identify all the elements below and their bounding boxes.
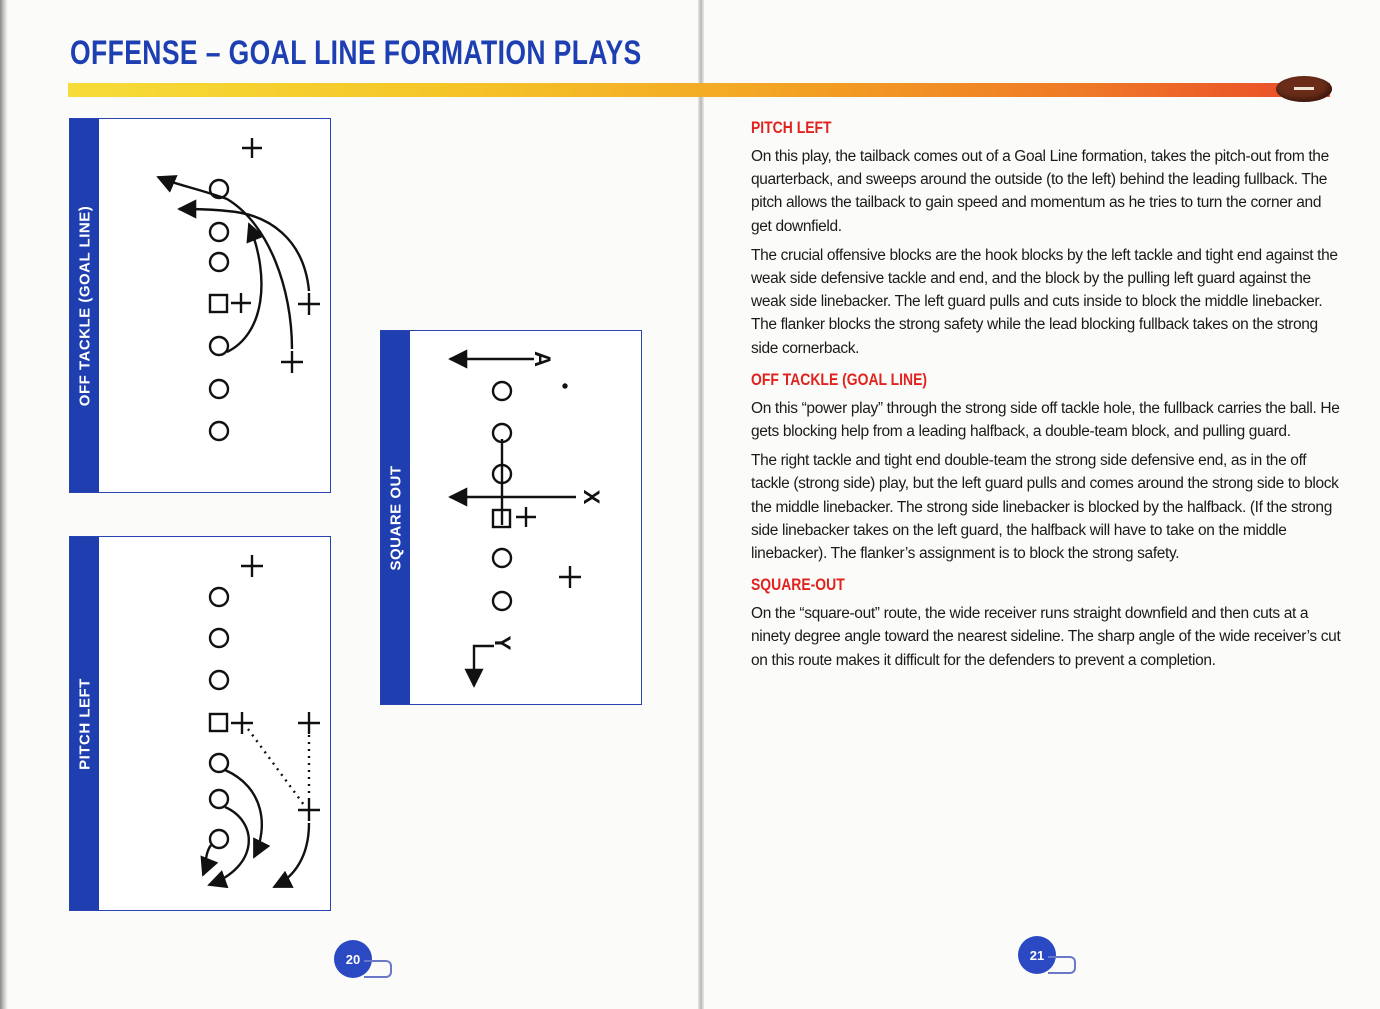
player-circle xyxy=(493,382,511,400)
diagram-tab xyxy=(381,331,410,704)
section-paragraph: On this “power play” through the strong side off tackle hole, the fullback carries the ball. He gets blocking help from a leading halfback, a double-team block, and pulling guard. xyxy=(751,399,1340,441)
diagram-label: OFF TACKLE (GOAL LINE) xyxy=(76,205,93,406)
diagram-square-out xyxy=(380,330,642,705)
center-square xyxy=(210,295,227,312)
player-circle xyxy=(210,253,228,271)
section-paragraph: The crucial offensive blocks are the hook blocks by the left tackle and tight end against the weak side defensive tackle and end, and the block by the pulling left guard against the weak side linebacker. The left guard pulls and cuts inside to block the middle linebacker. The flanker blocks the strong safety while the lead blocking fullback takes on the strong side cornerback. xyxy=(751,246,1338,357)
book-gutter xyxy=(698,0,704,1009)
player-circle xyxy=(210,671,228,689)
facemask-icon xyxy=(1048,956,1076,974)
player-circle xyxy=(210,223,228,241)
diagram-tab xyxy=(70,537,99,910)
player-circle xyxy=(210,629,228,647)
player-circle xyxy=(210,588,228,606)
diagram-label: PITCH LEFT xyxy=(76,677,93,770)
receiver-y-label: Y xyxy=(490,635,515,651)
player-circle xyxy=(493,549,511,567)
player-circle xyxy=(493,592,511,610)
play-diagram-square-out xyxy=(410,331,641,704)
football-icon xyxy=(1276,76,1332,102)
diagram-pitch-left xyxy=(69,536,331,911)
color-banner xyxy=(68,83,1330,97)
receiver-a-label: A xyxy=(530,351,555,367)
section-paragraph: The right tackle and tight end double-team the strong side defensive end, as in the off tackle (strong side) play, but the left guard pulls and comes around the strong side to block the middle linebacker. The strong side linebacker is blocked by the halfback. (If the strong side linebacker takes on the left guard, the halfback will have to take on the middle linebacker). The flanker’s assignment is to block the strong safety. xyxy=(751,452,1339,563)
player-circle xyxy=(210,790,228,808)
play-diagram-off-tackle xyxy=(99,119,330,492)
play-diagram-pitch-left xyxy=(99,537,330,910)
section-heading: OFF TACKLE (GOAL LINE) xyxy=(751,369,928,389)
diagram-label: SQUARE OUT xyxy=(387,464,404,571)
facemask-icon xyxy=(364,960,392,978)
page-number-left xyxy=(334,940,394,984)
play-descriptions xyxy=(751,118,1341,678)
section-paragraph: On the “square-out” route, the wide receiver runs straight downfield and then cuts at a ninety degree angle toward the nearest sideline. The sharp angle of the wide receiver’s cut on this route makes it difficult for the defenders to prevent a completion. xyxy=(751,605,1341,669)
page-number-right xyxy=(1018,936,1078,980)
receiver-x-label: X xyxy=(579,489,604,505)
helmet-icon: 20 xyxy=(334,940,372,978)
diagram-off-tackle xyxy=(69,118,331,493)
player-circle xyxy=(210,830,228,848)
page-title: OFFENSE – GOAL LINE FORMATION PLAYS xyxy=(70,34,642,72)
center-square xyxy=(210,714,227,731)
player-circle xyxy=(210,754,228,772)
section-paragraph: On this play, the tailback comes out of a Goal Line formation, takes the pitch-out from the quarterback, and sweeps around the outside (to the left) behind the leading fullback. The pitch allows the tailback to gain speed and momentum as he tries to turn the corner and get downfield. xyxy=(751,148,1329,235)
player-circle xyxy=(210,380,228,398)
section-heading: PITCH LEFT xyxy=(751,118,832,137)
player-circle xyxy=(210,422,228,440)
helmet-icon: 21 xyxy=(1018,936,1056,974)
player-circle xyxy=(210,337,228,355)
page-edge xyxy=(0,0,8,1009)
diagram-tab xyxy=(70,119,99,492)
section-heading: SQUARE-OUT xyxy=(751,575,845,595)
